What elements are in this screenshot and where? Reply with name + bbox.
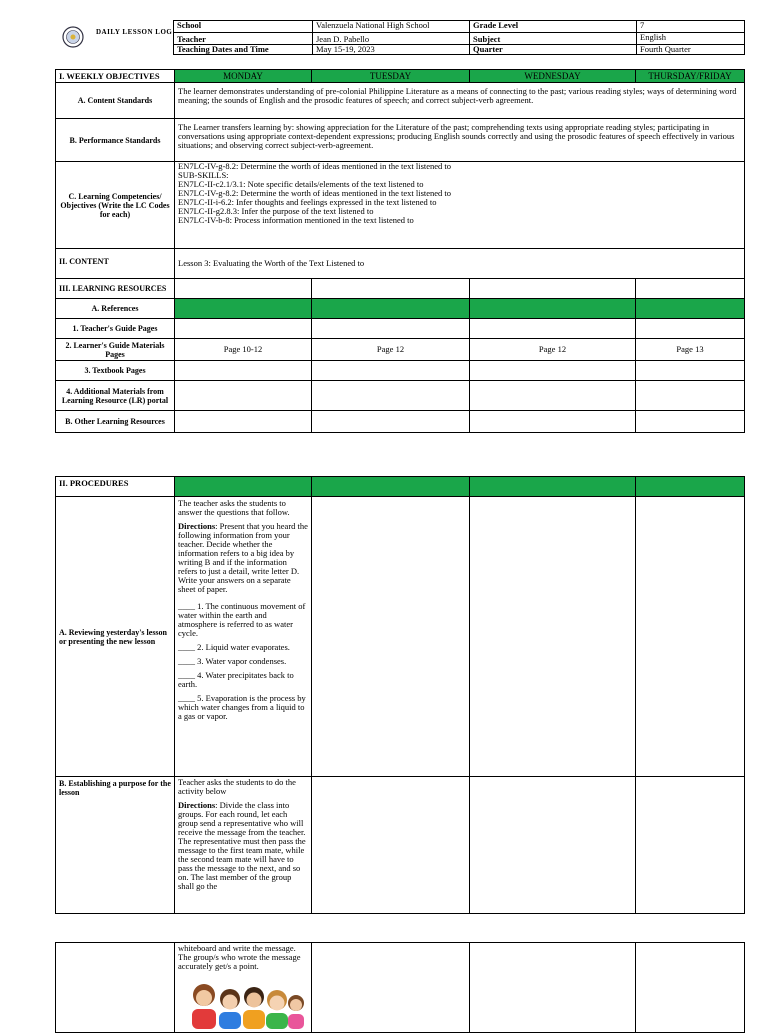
procedure-a-cell xyxy=(175,497,312,777)
competency-item: SUB-SKILLS: xyxy=(178,170,229,180)
performance-standards-label: B. Performance Standards xyxy=(56,119,175,162)
school-label: School xyxy=(174,21,313,33)
teacher-value: Jean D. Pabello xyxy=(313,33,470,45)
content-standards-label: A. Content Standards xyxy=(56,83,175,119)
weekly-objectives-heading: I. WEEKLY OBJECTIVES xyxy=(56,70,175,83)
dates-label: Teaching Dates and Time xyxy=(174,45,313,55)
school-value: Valenzuela National High School xyxy=(313,21,470,33)
competency-item: EN7LC-IV-b-8: Process information mentioned in the text listened to xyxy=(178,215,414,225)
competency-item: EN7LC-IV-g-8.2: Determine the worth of ideas mentioned in the text listened to xyxy=(178,188,452,198)
quiz-item: ____ 3. Water vapor condenses. xyxy=(178,656,287,666)
procedure-b-cell xyxy=(175,777,312,914)
procedures-heading: II. PROCEDURES xyxy=(56,477,175,497)
deped-seal-icon xyxy=(62,26,84,48)
document-title: DAILY LESSON LOG xyxy=(96,28,173,36)
header-table xyxy=(173,20,745,55)
additional-materials-label: 4. Additional Materials from Learning Resource (LR) portal xyxy=(56,381,175,411)
grade-value: 7 xyxy=(637,21,745,33)
procedures-table xyxy=(55,476,745,914)
quarter-label: Quarter xyxy=(470,45,637,55)
procedure-b-continued xyxy=(175,943,312,1033)
quiz-item: ____ 5. Evaporation is the process by which water changes from a liquid to a gas or vapor. xyxy=(178,693,306,721)
competency-item: EN7LC-II-i-6.2: Infer thoughts and feelings expressed in the text listened to xyxy=(178,197,437,207)
procedure-b-continued-text: whiteboard and write the message. The group/s who wrote the message accurately get/s a point. xyxy=(178,943,301,971)
dates-value: May 15-19, 2023 xyxy=(313,45,470,55)
procedure-b-directions: : Divide the class into groups. For each round, let each group send a representative who will receive the message from the teacher. The representative must then pass the message to the first team mate, while the second team mate will have to pass the message to the next, and so on. The last member of the group shall go the xyxy=(178,800,306,891)
content-label: II. CONTENT xyxy=(56,249,175,279)
competencies-list xyxy=(175,162,745,249)
learners-page-wednesday: Page 12 xyxy=(470,339,636,361)
children-whispering-image xyxy=(186,977,304,1029)
content-value: Lesson 3: Evaluating the Worth of the Text Listened to xyxy=(175,249,745,279)
day-wednesday: WEDNESDAY xyxy=(470,70,636,83)
quarter-value: Fourth Quarter xyxy=(637,45,745,55)
objectives-table xyxy=(55,69,745,433)
learners-page-tuesday: Page 12 xyxy=(312,339,470,361)
procedure-a-label: A. Reviewing yesterday's lesson or presenting the new lesson xyxy=(56,497,175,777)
content-standards-text: The learner demonstrates understanding of pre-colonial Philippine Literature as a means of connecting to the past; various reading styles; ways of determining word meaning; the sounds of English and the prosodic features of speech; and correct subject-verb agreement. xyxy=(175,83,745,119)
competencies-label: C. Learning Competencies/ Objectives (Write the LC Codes for each) xyxy=(56,162,175,249)
learners-page-thursday: Page 13 xyxy=(636,339,745,361)
day-monday: MONDAY xyxy=(175,70,312,83)
procedure-b-intro: Teacher asks the students to do the activity below xyxy=(178,777,296,796)
directions-label: Directions xyxy=(178,800,216,810)
performance-standards-text: The Learner transfers learning by: showing appreciation for the Literature of the past; comprehending texts using appropriate reading styles; participating in conversations using appropriate context-dependent expressions; producing English sounds correctly and using the prosodic features of speech effectively in various situations; and observing correct subject-verb-agreement. xyxy=(175,119,745,162)
day-tuesday: TUESDAY xyxy=(312,70,470,83)
learners-guide-label: 2. Learner's Guide Materials Pages xyxy=(56,339,175,361)
competency-item: EN7LC-IV-g-8.2: Determine the worth of ideas mentioned in the text listened to xyxy=(178,161,452,171)
procedure-a-directions: : Present that you heard the following information from your teacher. Decide whether the information refers to a big idea by writing B and if the information refers to just a detail, write letter D. Write your answers on a separate sheet of paper. xyxy=(178,521,308,594)
quiz-item: ____ 2. Liquid water evaporates. xyxy=(178,642,290,652)
quiz-item: ____ 1. The continuous movement of water within the earth and atmosphere is referred to as water cycle. xyxy=(178,601,306,638)
competency-item: EN7LC-II-c2.1/3.1: Note specific details/elements of the text listened to xyxy=(178,179,424,189)
subject-value: English xyxy=(637,33,745,45)
continuation-table xyxy=(55,942,745,1033)
directions-label: Directions xyxy=(178,521,216,531)
teachers-guide-label: 1. Teacher's Guide Pages xyxy=(56,319,175,339)
procedure-b-label: B. Establishing a purpose for the lesson xyxy=(56,777,175,914)
teacher-label: Teacher xyxy=(174,33,313,45)
textbook-label: 3. Textbook Pages xyxy=(56,361,175,381)
competency-item: EN7LC-II-g2.8.3: Infer the purpose of the text listened to xyxy=(178,206,374,216)
other-resources-label: B. Other Learning Resources xyxy=(56,411,175,433)
subject-label: Subject xyxy=(470,33,637,45)
references-label: A. References xyxy=(56,299,175,319)
quiz-item: ____ 4. Water precipitates back to earth. xyxy=(178,670,294,689)
learners-page-monday: Page 10-12 xyxy=(175,339,312,361)
day-thursday-friday: THURSDAY/FRIDAY xyxy=(636,70,745,83)
learning-resources-label: III. LEARNING RESOURCES xyxy=(56,279,175,299)
procedure-a-intro: The teacher asks the students to answer the questions that follow. xyxy=(178,498,290,517)
grade-label: Grade Level xyxy=(470,21,637,33)
